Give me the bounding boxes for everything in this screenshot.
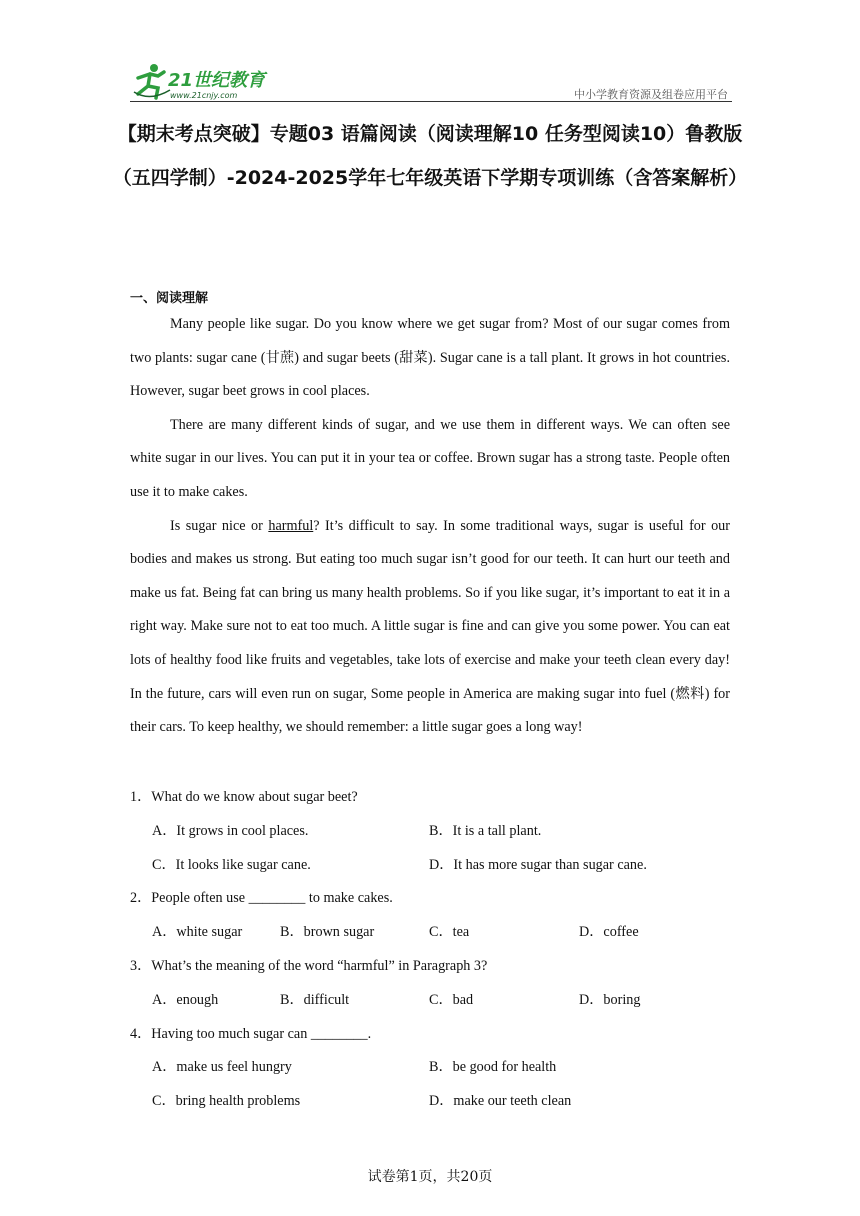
paragraph-3-start: Is sugar nice or: [170, 517, 269, 534]
option-row: [130, 1085, 730, 1119]
option-row: [130, 849, 730, 883]
option-c: C．tea: [429, 924, 470, 941]
option-d: D．coffee: [579, 924, 639, 941]
logo-21cnjy: [130, 62, 270, 102]
question-list: [130, 781, 730, 1119]
option-c: C．bring health problems: [152, 1093, 301, 1110]
question-stem: 1．What do we know about sugar beet?: [130, 789, 358, 805]
option-b: B．be good for health: [429, 1059, 557, 1076]
platform-name: 中小学教育资源及组卷应用平台: [574, 88, 728, 101]
option-c: C．bad: [429, 991, 474, 1008]
section-heading: 一、阅读理解: [130, 291, 209, 306]
page-header: [130, 62, 732, 102]
option-row: [130, 815, 730, 849]
option-a: A．enough: [152, 991, 219, 1008]
header-divider: [130, 101, 732, 102]
paragraph-3-rest: ? It’s difficult to say. In some traditional ways, sugar is useful for our bodies and makes us strong. But eating too much sugar isn’t good for our teeth. It can hurt our teeth and make us fat. Being fat can bring us many health problems. So if you like sugar, it’s important to eat it in a right way. Make sure not to eat too much. A little sugar is fine and can give you some power. You can eat lots of healthy food like fruits and vegetables, take lots of exercise and make your teeth clean every day! In the future, cars will even run on sugar, Some people in America are making sugar into fuel (燃料) for their cars. To keep healthy, we should remember: a little sugar goes a long way!: [130, 517, 730, 736]
question-stem: 2．People often use ________ to make cakes.: [130, 890, 393, 907]
option-row: [130, 916, 730, 950]
option-a: A．white sugar: [152, 924, 243, 941]
option-d: D．boring: [579, 991, 641, 1008]
question-stem: 4．Having too much sugar can ________.: [130, 1025, 372, 1042]
svg-text:www.21cnjy.com: www.21cnjy.com: [170, 91, 238, 100]
reading-passage: [130, 308, 730, 745]
passage-paragraph-1: Many people like sugar. Do you know where we get sugar from? Most of our sugar comes from two plants: sugar cane (甘蔗) and sugar beets (甜菜). Sugar cane is a tall plant. It grows in hot countries. However, sugar beet grows in cool places.: [130, 316, 730, 400]
option-c: C．It looks like sugar cane.: [152, 856, 311, 873]
question-4: [130, 1018, 730, 1119]
option-row: [130, 1051, 730, 1085]
question-1: [130, 781, 730, 882]
option-a: A．make us feel hungry: [152, 1059, 292, 1076]
option-d: D．make our teeth clean: [429, 1093, 572, 1110]
underlined-word-harmful: harmful: [268, 517, 314, 534]
svg-text:21世纪教育: 21世纪教育: [168, 70, 266, 91]
question-3: [130, 950, 730, 1018]
option-a: A．It grows in cool places.: [152, 822, 309, 839]
option-b: B．difficult: [280, 991, 350, 1008]
option-d: D．It has more sugar than sugar cane.: [429, 856, 647, 873]
option-row: [130, 984, 730, 1018]
question-2: [130, 882, 730, 950]
question-stem: 3．What’s the meaning of the word “harmful” in Paragraph 3?: [130, 957, 488, 974]
passage-paragraph-3: [130, 510, 730, 745]
option-b: B．It is a tall plant.: [429, 822, 542, 839]
passage-paragraph-2: There are many different kinds of sugar, and we use them in different ways. We can often see white sugar in our lives. You can put it in your tea or coffee. Brown sugar has a strong taste. People often use it to make cakes.: [130, 416, 730, 500]
option-b: B．brown sugar: [280, 924, 375, 941]
document-title: 【期末考点突破】专题03 语篇阅读（阅读理解10 任务型阅读10）鲁教版（五四学制）-2024-2025学年七年级英语下学期专项训练（含答案解析）: [112, 123, 748, 189]
page-footer: 试卷第1页，共20页: [367, 1169, 493, 1185]
